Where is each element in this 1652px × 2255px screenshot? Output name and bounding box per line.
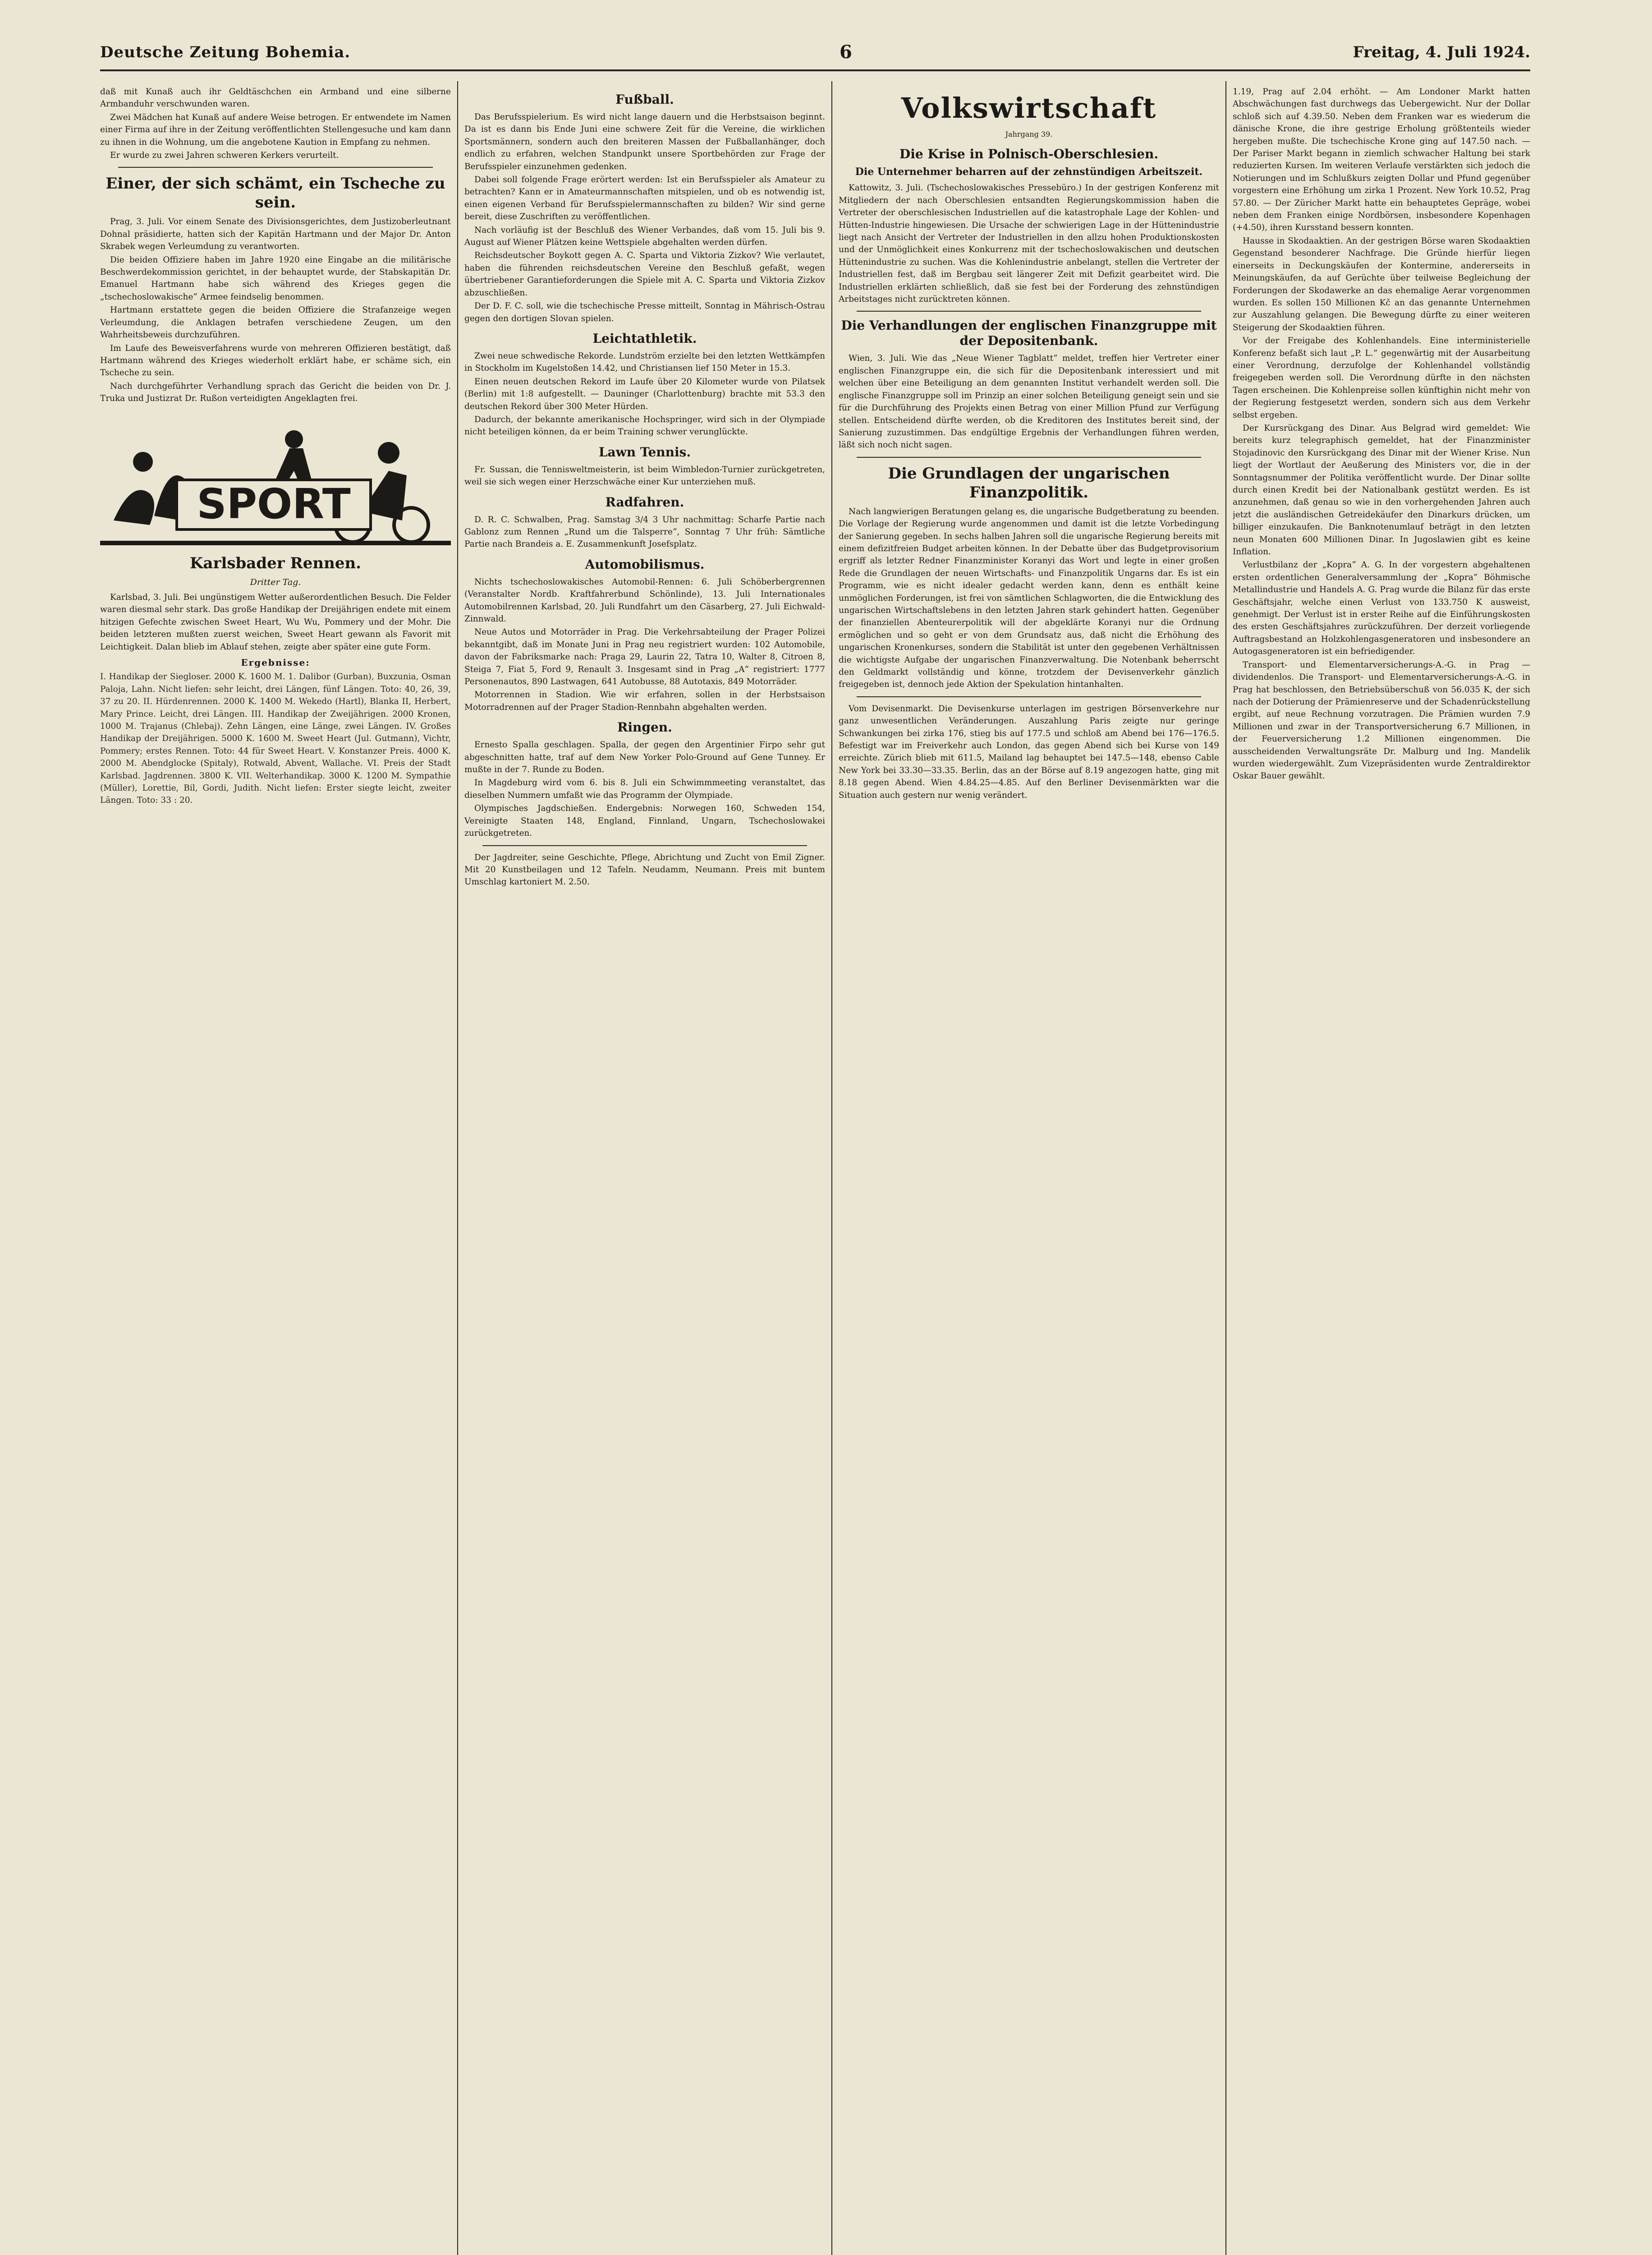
article-subhead: Die Unternehmer beharren auf der zehnstündigen Arbeitszeit.	[855, 166, 1203, 178]
article-text: Nach durchgeführter Verhandlung sprach das Gericht die beiden von Dr. J. Truka und Justizrat Dr. Rußon verteidigten Angeklagten frei.	[100, 381, 451, 404]
article-text: Der Jagdreiter, seine Geschichte, Pflege, Abrichtung und Zucht von Emil Zigner. Mit 20 Kunstbeilagen und 12 Tafeln. Neudamm, Neumann. Preis mit buntem Umschlag kartoniert M. 2.50.	[464, 852, 825, 887]
issue-date: Freitag, 4. Juli 1924.	[1353, 43, 1530, 61]
masthead-rule	[100, 69, 1530, 71]
article-text: Neue Autos und Motorräder in Prag. Die Verkehrsabteilung der Prager Polizei bekanntgibt, daß im Monate Juni in Prag neu registriert wurden: 102 Automobile, davon der Fabriksmarke nach: Praga 29, Laurin 22, Tatra 10, Walter 8, Citroen 8, Steiga 7, Fiat 5, Ford 9, Renault 3. Insgesamt sind in Prag „A“ registriert: 1777 Personenautos, 890 Lastwagen, 641 Autobusse, 88 Autotaxis, 849 Motorräder.	[464, 627, 825, 687]
section-head-ringen: Ringen.	[617, 720, 672, 735]
article-text: D. R. C. Schwalben, Prag. Samstag 3/4 3 Uhr nachmittag: Scharfe Partie nach Gablonz zum Rennen „Rund um die Talsperre“, Sonntag 7 Uhr früh: Sämtliche Partie nach Brandeis a. E. Zusammenkunft Josefsplatz.	[464, 515, 825, 549]
article-text: Reichsdeutscher Boykott gegen A. C. Sparta und Viktoria Zizkov? Wie verlautet, haben die führenden reichsdeutschen Vereine den Beschluß gefaßt, wegen übertriebener Garantieforderungen die Spiele mit A. C. Sparta und Viktoria Zizkov abzuschließen.	[464, 251, 825, 298]
article-text: Dadurch, der bekannte amerikanische Hochspringer, wird sich in der Olympiade nicht beteiligen können, da er beim Training schwer verunglückte.	[464, 414, 825, 437]
article-text: Die beiden Offiziere haben im Jahre 1920 eine Eingabe an die militärische Beschwerdekommission gerichtet, in der behauptet wurde, der Stabskapitän Dr. Emanuel Hartmann habe sich während des Krieges gegen die „tschechoslowakische“ Armee feindselig benommen.	[100, 255, 451, 302]
article-text: Der Kursrückgang des Dinar. Aus Belgrad wird gemeldet: Wie bereits kurz telegraphisch gemeldet, hat der Finanzminister Stojadinovic den Kursrückgang des Dinar mit der Wiener Krise. Nun liegt der Wortlaut der Aeußerung des Ministers vor, die in der Sonntagsnummer der Politika veröffentlicht wurde. Der Dinar sollte durch einen Kredit bei der Nationalbank gestützt werden. Es ist anzunehmen, daß genau so wie in den vorhergehenden Jahren auch jetzt die ausländischen Getreidekäufer den Dinarkurs drücken, um billiger einzukaufen. Die Banknotenumlauf beträgt in den letzten neun Monaten 600 Millionen Dinar. In Jugoslawien gibt es keine Inflation.	[1233, 423, 1530, 557]
article-text: Fr. Sussan, die Tennisweltmeisterin, ist beim Wimbledon-Turnier zurückgetreten, weil sie sich wegen einer Herzschwäche einer Kur unterziehen muß.	[464, 465, 825, 487]
column-2	[464, 86, 825, 2255]
article-text: Olympisches Jagdschießen. Endergebnis: Norwegen 160, Schweden 154, Vereinigte Staaten 148, England, Finnland, Ungarn, Tschechoslowakei zurückgetreten.	[464, 804, 825, 838]
separator	[482, 845, 807, 846]
article-text: Verlustbilanz der „Kopra“ A. G. In der vorgestern abgehaltenen ersten ordentlichen Generalversammlung der „Kopra“ Böhmische Metallindustrie und Handels A. G. Prag wurde die Bilanz für das erste Geschäftsjahr, welche einen Verlust von 133.750 K ausweist, genehmigt. Der Verlust ist in erster Reihe auf die Einführungskosten des ersten Geschäftsjahres zurückzuführen. Der derzeit vorliegende Auftragsbestand an Holzkohlengasgeneratoren und insbesondere an Autogasgeneratoren ist ein befriedigender.	[1233, 560, 1530, 657]
column-4	[1233, 86, 1530, 2255]
separator	[857, 696, 1201, 697]
article-text: Motorrennen in Stadion. Wie wir erfahren, sollen in der Herbstsaison Motorradrennen auf der Prager Stadion-Rennbahn abgehalten werden.	[464, 690, 825, 712]
article-text: Nach langwierigen Beratungen gelang es, die ungarische Budgetberatung zu beenden. Die Vorlage der Regierung wurde angenommen und damit ist die letzte Vorbedingung der Sanierung gegeben. In sechs halben Jahren soll die ungarische Regierung bereits mit einem defizitfreien Budget arbeiten können. In der Debatte über das Budgetprovisorium ergriff als letzter Redner Finanzminister Koranyi das Wort und legte in einer großen Rede die Grundlagen der neuen Wirtschafts- und Finanzpolitik Ungarns dar. Es ist ein Programm, wie es nicht idealer gedacht werden kann, denn es enthält keine unmöglichen Forderungen, ist frei von sämtlichen Schlagworten, die die Entwicklung des ungarischen Wirtschaftslebens in den letzten Jahren stark gehindert hatten. Gegenüber der finanziellen Abenteurerpolitik will der abgeklärte Koranyi nur die Ordnung ermöglichen und so geht er von dem Grundsatz aus, daß nicht die Erhöhung des ungarischen Kronenkurses, sondern die Stabilität ist unter den gegebenen Verhältnissen die wichtigste Aufgabe der ungarischen Finanzverwaltung. Die Notenbank beherrscht den Geldmarkt vollständig und könne, trotzdem der Devisenverkehr gänzlich freigegeben ist, dennoch jede Aktion der Spekulation hintanhalten.	[839, 506, 1219, 690]
article-text: Im Laufe des Beweisverfahrens wurde von mehreren Offizieren bestätigt, daß Hartmann während des Krieges wiederholt erklärt habe, er schäme sich, ein Tscheche zu sein.	[100, 343, 451, 378]
article-text: Nach vorläufig ist der Beschluß des Wiener Verbandes, daß vom 15. Juli bis 9. August auf Wiener Plätzen keine Wettspiele abgehalten werden dürfen.	[464, 225, 825, 248]
article-text: Hartmann erstattete gegen die beiden Offiziere die Strafanzeige wegen Verleumdung, die Anklagen betrafen verschiedene Zeugen, um den Wahrheitsbeweis durchzuführen.	[100, 305, 451, 340]
article-text: Wien, 3. Juli. Wie das „Neue Wiener Tagblatt“ meldet, treffen hier Vertreter einer englischen Finanzgruppe ein, die sich für die Depositenbank interessiert und mit welchen über eine Beteiligung an dem genannten Institut verhandelt werden soll. Die englische Finanzgruppe soll im Prinzip an einer solchen Beteiligung geneigt sein und sie für die Durchführung des Projekts einen Betrag von einer Million Pfund zur Verfügung stellen. Entscheidend dürfte werden, ob die Kreditoren des Institutes bereit sind, der Sanierung zuzustimmen. Das endgültige Ergebnis der Verhandlungen führen werden, läßt sich noch nicht sagen.	[839, 354, 1219, 450]
article-text: daß mit Kunaß auch ihr Geldtäschchen ein Armband und eine silberne Armbanduhr verschwunden waren.	[100, 87, 451, 109]
sport-banner	[100, 412, 451, 548]
article-subhead: Dritter Tag.	[250, 577, 301, 587]
separator	[118, 167, 433, 168]
masthead	[100, 43, 1530, 65]
article-headline: Die Grundlagen der ungarischen Finanzpolitik.	[888, 464, 1170, 502]
section-head-tennis: Lawn Tennis.	[598, 444, 691, 460]
article-headline: Einer, der sich schämt, ein Tscheche zu sein.	[106, 175, 445, 212]
results-text: I. Handikap der Siegloser. 2000 K. 1600 M. 1. Dalibor (Gurban), Buxzunia, Osman Paloja, Lahn. Nicht liefen: sehr leicht, drei Längen, fünf Längen. Toto: 40, 26, 39, 37 zu 20. II. Hürdenrennen. 2000 K. 1400 M. Wekedo (Hartl), Blanka II, Herbert, Mary Prince. Leicht, drei Längen. III. Handikap der Zweijährigen. 2000 Kronen, 1000 M. Trajanus (Chlebaj). Zehn Längen, eine Länge, zwei Längen. IV. Großes Handikap der Dreijährigen. 5000 K. 1600 M. Sweet Heart (Jul. Gutmann), Vichtr, Pommery; erstes Rennen. Toto: 44 für Sweet Heart. V. Konstanzer Preis. 4000 K. 2000 M. Abendglocke (Spitaly), Rotwald, Abvent, Wallache. VI. Preis der Stadt Karlsbad. Jagdrennen. 3800 K. VII. Welterhandikap. 3000 K. 1200 M. Sympathie (Müller), Lorettie, Bil, Gordi, Judith. Nicht liefen: Erster siegte leicht, zweiter Längen. Toto: 33 : 20.	[100, 672, 451, 805]
article-text: Prag, 3. Juli. Vor einem Senate des Divisionsgerichtes, dem Justizoberleutnant Dohnal präsidierte, hatten sich der Kapitän Hartmann und der Major Dr. Anton Skrabek wegen Verleumdung zu verantworten.	[100, 217, 451, 252]
section-title-volkswirtschaft: Volkswirtschaft	[901, 92, 1157, 124]
article-headline: Karlsbader Rennen.	[189, 554, 362, 572]
column-rule-2	[831, 81, 832, 2255]
column-1	[100, 86, 451, 2255]
section-head-fussball: Fußball.	[615, 92, 674, 107]
article-text: Hausse in Skodaaktien. An der gestrigen Börse waren Skodaaktien Gegenstand besonderer Nachfrage. Die Gründe hierfür liegen einerseits in Deckungskäufen der Kontermine, andererseits in Meinungskäufen, da auf Gerüchte über teilweise Begleichung der Forderungen der Skodawerke an das ehemalige Aerar vorgenommen wurden. Es sollen 150 Millionen Kč an das genannte Unternehmen zur Auszahlung gelangen. Die Bewegung dürfte zu einer weiteren Steigerung der Skodaaktien führen.	[1233, 236, 1530, 332]
separator	[857, 311, 1201, 312]
article-text: In Magdeburg wird vom 6. bis 8. Juli ein Schwimmmeeting veranstaltet, das dieselben Nummern umfaßt wie das Programm der Olympiade.	[464, 778, 825, 800]
section-head-leichtathletik: Leichtathletik.	[592, 331, 697, 346]
article-text: Transport- und Elementarversicherungs-A.-G. in Prag — dividendenlos. Die Transport- und Elementarversicherungs-A.-G. in Prag hat beschlossen, den Betriebsüberschuß von 56.035 K, der sich nach der Dotierung der Prämienreserve und der Schadenrückstellung ergibt, auf neue Rechnung vorzutragen. Die Prämien wurden 7.9 Millionen und zwar in der Transportversicherung 6.7 Millionen, in der Feuerversicherung 1.2 Millionen eingenommen. Die ausscheidenden Verwaltungsräte Dr. Malburg und Ing. Mandelik wurden wiedergewählt. Zum Vizepräsidenten wurde Zentraldirektor Oskar Bauer gewählt.	[1233, 660, 1530, 781]
article-text: Nichts tschechoslowakisches Automobil-Rennen: 6. Juli Schöberbergrennen (Veranstalter Nordb. Kraftfahrerbund Schönlinde), 13. Juli Internationales Automobilrennen Karlsbad, 20. Juli Rundfahrt um den Cäsarberg, 27. Juli Eichwald-Zinnwald.	[464, 577, 825, 624]
separator	[857, 457, 1201, 458]
article-text: Vor der Freigabe des Kohlenhandels. Eine interministerielle Konferenz befaßt sich laut „P. L.“ gegenwärtig mit der Ausarbeitung einer Verordnung, derzufolge der Kohlenhandel vollständig freigegeben werden soll. Die Verordnung dürfte in den nächsten Tagen erscheinen. Die Kohlenpreise sollen künftighin nicht mehr von der Regierung festgesetzt werden, sondern sich aus dem Verkehr selbst ergeben.	[1233, 336, 1530, 420]
article-text: 1.19, Prag auf 2.04 erhöht. — Am Londoner Markt hatten Abschwächungen fast durchwegs das Uebergewicht. Nur der Dollar schloß sich auf 4.39.50. Neben dem Franken war es wiederum die dänische Krone, die ihre gestrige Erholung größtenteils wieder hergeben mußte. Die tschechische Krone ging auf 147.50 nach. — Der Pariser Markt begann in ziemlich schwacher Haltung bei stark reduzierten Kursen. Im weiteren Verlaufe verstärkten sich jedoch die Notierungen und im Schlußkurs zeigten Dollar und Pfund gegenüber vorgestern eine Erhöhung um zirka 1 Prozent. New York 10.52, Prag 57.80. — Der Züricher Markt hatte ein behauptetes Gepräge, wobei neben dem Franken einige Nordbörsen, insbesondere Kopenhagen (+4.50), ihren Kursstand bessern konnten.	[1233, 87, 1530, 233]
section-head-radfahren: Radfahren.	[605, 494, 684, 510]
article-text: Er wurde zu zwei Jahren schweren Kerkers verurteilt.	[110, 151, 339, 161]
section-dateline: Jahrgang 39.	[1005, 130, 1053, 138]
page-number: 6	[840, 41, 852, 63]
column-rule-3	[1225, 81, 1226, 2255]
article-headline: Die Verhandlungen der englischen Finanzgruppe mit der Depositenbank.	[841, 318, 1217, 349]
sport-wordmark: SPORT	[197, 479, 351, 528]
article-text: Ernesto Spalla geschlagen. Spalla, der gegen den Argentinier Firpo sehr gut abgeschnitten hatte, traf auf dem New Yorker Polo-Ground auf Gene Tunney. Er mußte in der 7. Runde zu Boden.	[464, 740, 825, 775]
article-text: Der D. F. C. soll, wie die tschechische Presse mitteilt, Sonntag in Mährisch-Ostrau gegen den dortigen Slovan spielen.	[464, 301, 825, 323]
column-3	[839, 86, 1219, 2255]
article-text: Dabei soll folgende Frage erörtert werden: Ist ein Berufsspieler als Amateur zu betrachten? Kann er in Amateurmannschaften mitspielen, und ob es notwendig ist, einen eigenen Verband für Berufsspielermannschaften zu bilden? Wir sind gerne bereit, diese Zuschriften zu veröffentlichen.	[464, 175, 825, 222]
section-head-automobilismus: Automobilismus.	[585, 557, 705, 572]
paper-name: Deutsche Zeitung Bohemia.	[100, 43, 351, 61]
article-text: Zwei neue schwedische Rekorde. Lundström erzielte bei den letzten Wettkämpfen in Stockholm im Kugelstoßen 14.42, und Christiansen lief 150 Meter in 15.3.	[464, 351, 825, 373]
article-text: Karlsbad, 3. Juli. Bei ungünstigem Wetter außerordentlichen Besuch. Die Felder waren diesmal sehr stark. Das große Handikap der Dreijährigen endete mit einem hitzigen Gefechte zwischen Sweet Heart, Wu Wu, Pommery und der Mohr. Die beiden letzteren mußten zuerst weichen, Sweet Heart gewann als Favorit mit Leichtigkeit. Dalan blieb im Ablauf stehen, zeigte aber später eine gute Form.	[100, 592, 451, 652]
article-text: Das Berufsspielerium. Es wird nicht lange dauern und die Herbstsaison beginnt. Da ist es dann bis Ende Juni eine schwere Zeit für die Vereine, die wirklichen Sportsmännern, sondern auch den breiteren Massen der Fußballanhänger, doch endlich zu erfahren, welchen Standpunkt unsere Sportbehörden zur Frage der Berufsspieler einzunehmen gedenken.	[464, 112, 825, 171]
article-text: Zwei Mädchen hat Kunaß auf andere Weise betrogen. Er entwendete im Namen einer Firma auf ihre in der Zeitung veröffentlichten Stellengesuche und kam dann zu ihnen in die Wohnung, um die angebotene Kaution in Empfang zu nehmen.	[100, 112, 451, 147]
article-text: Einen neuen deutschen Rekord im Laufe über 20 Kilometer wurde von Pilatsek (Berlin) mit 1:8 aufgestellt. — Dauninger (Charlottenburg) brachte mit 53.3 den deutschen Rekord über 300 Meter Hürden.	[464, 377, 825, 411]
sport-banner-illustration	[100, 412, 451, 548]
column-rule-1	[457, 81, 458, 2255]
results-title: Ergebnisse:	[241, 657, 310, 668]
article-text: Kattowitz, 3. Juli. (Tschechoslowakisches Pressebüro.) In der gestrigen Konferenz mit Mitgliedern der nach Oberschlesien entsandten Regierungskommission haben die Vertreter der oberschlesischen Industriellen auf die katastrophale Lage der Kohlen- und Hütten-Industrie hingewiesen. Die Ursache der schwierigen Lage in der Hüttenindustrie liegt nach Ansicht der Vertreter der Industriellen in den allzu hohen Produktionskosten und der Unmöglichkeit eines Konkurrenz mit der tschechoslowakischen und deutschen Hüttenindustrie zu suchen. Was die Kohlenindustrie anbelangt, stellen die Vertreter der Industriellen fest, daß im Bergbau seit längerer Zeit mit Defizit gearbeitet wird. Die Industriellen erklärten schließlich, daß sie fest bei der Forderung des zehnstündigen Arbeitstages nicht zurücktreten können.	[839, 183, 1219, 304]
article-headline: Die Krise in Polnisch-Oberschlesien.	[899, 147, 1159, 162]
article-text: Vom Devisenmarkt. Die Devisenkurse unterlagen im gestrigen Börsenverkehre nur ganz unwesentlichen Veränderungen. Auszahlung Paris zeigte nur geringe Schwankungen bei zirka 176, stieg bis auf 177.5 und schloß am Abend bei 176—176.5. Befestigt war im Freiverkehr auch London, das gegen Abend sich bei Kurse von 149 erreichte. Zürich blieb mit 611.5, Mailand lag behauptet bei 147.5—148, ebenso Cable New York bei 33.30—33.35. Berlin, das an der Börse auf 8.19 angezogen hatte, ging mit 8.18 gegen Abend. Wien 4.84.25—4.85. Auf den Berliner Devisenmärkten war die Situation auch gestern nur wenig verändert.	[839, 704, 1219, 800]
